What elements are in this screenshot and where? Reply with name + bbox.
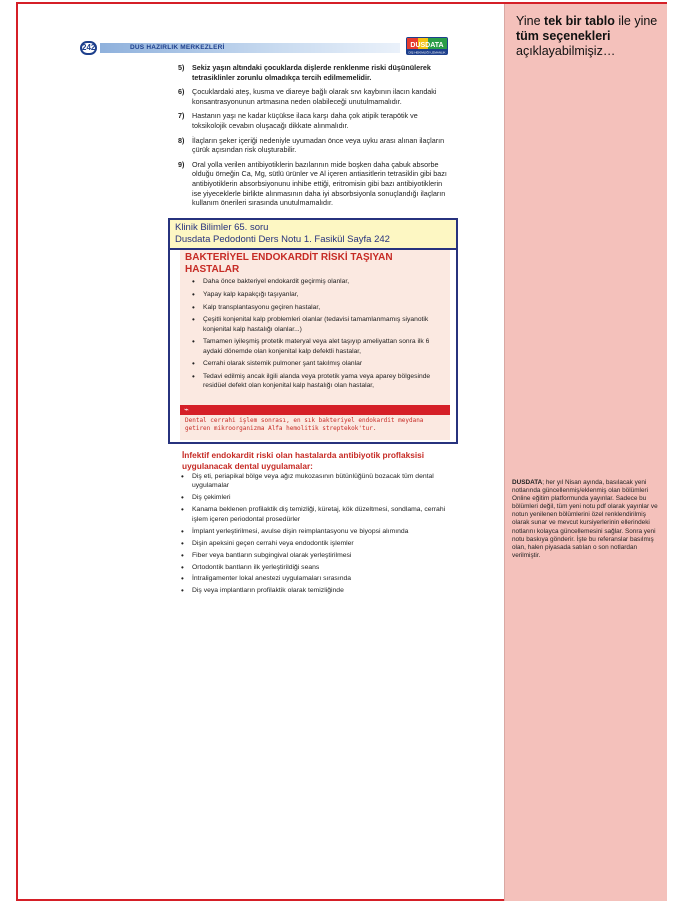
item-number: 9) xyxy=(178,159,185,169)
list-item: • Daha önce bakteriyel endokardit geçirmiş olanlar, xyxy=(192,277,447,286)
list-item: • Fiber veya bantların subgingival olarak yerleştirilmesi xyxy=(181,551,456,560)
endocarditis-box xyxy=(180,250,450,440)
annotation-sidebar xyxy=(504,4,667,901)
reference-callout xyxy=(168,218,458,444)
prophylaxis-list xyxy=(181,472,456,598)
callout-source-ref: Dusdata Pedodonti Ders Notu 1. Fasikül Sayfa 242 xyxy=(175,234,390,245)
list-item: • Yapay kalp kapakçığı taşıyanlar, xyxy=(192,290,447,299)
logo-text: DUSDATA xyxy=(410,42,444,49)
endocarditis-list xyxy=(192,277,447,394)
list-item: • İntraligamenter lokal anestezi uygulamaları sırasında xyxy=(181,574,456,583)
list-item xyxy=(178,111,453,130)
item-number: 7) xyxy=(178,111,185,121)
list-item: • Çeşitli konjenital kalp problemleri olanlar (tedavisi tamamlanmamış siyanotik konjenital kalp hastalığı olanlar...) xyxy=(192,315,447,333)
list-item: • Kanama beklenen profilaktik diş temizliği, küretaj, kök düzeltmesi, sondlama, cerrahi işlem içeren periodontal prosedürler xyxy=(181,505,456,524)
endocarditis-note: Dental cerrahi işlem sonrası, en sık bakteriyel endokardit meydana getiren mikroorganizma Alfa hemolitik streptekok'tur. xyxy=(185,417,424,432)
list-item xyxy=(178,87,453,106)
header-title: DUS HAZIRLIK MERKEZLERİ xyxy=(130,44,225,51)
list-item xyxy=(178,136,453,155)
callout-question-ref: Klinik Bilimler 65. soru xyxy=(175,222,269,233)
page-header xyxy=(80,41,452,55)
note-brand: DUSDATA xyxy=(512,479,543,486)
dusdata-logo-icon xyxy=(406,37,448,55)
list-item xyxy=(178,63,453,82)
list-item: • Diş eti, periapikal bölge veya ağız mukozasının bütünlüğünü bozacak tüm dental uygulamalar xyxy=(181,472,456,491)
item-text: Çocuklardaki ateş, kusma ve diareye bağlı olarak sıvı kaybının ilacın kandaki konsantrasyonunun artmasına neden olabileceği unutulmamalıdır. xyxy=(192,87,437,106)
prophylaxis-title: İnfektif endokardit riski olan hastalarda antibiyotik proflaksisi uygulanacak dental uygulamalar: xyxy=(182,450,425,471)
list-item xyxy=(178,160,453,208)
endocarditis-title: BAKTERİYEL ENDOKARDİT RİSKİ TAŞIYAN HASTALAR xyxy=(185,252,393,275)
warning-icon: ⌁ xyxy=(184,405,189,414)
list-item: • Tedavi edilmiş ancak ilgili alanda veya protetik yama veya aparey bölgesinde residüel defekt olan konjenital kalp hastalığı olan hastalar, xyxy=(192,372,447,390)
list-item: • Diş veya implantların profilaktik olarak temizliğinde xyxy=(181,586,456,595)
item-number: 8) xyxy=(178,135,185,145)
heading-emphasis: tek bir tablo xyxy=(544,14,615,28)
list-item: • Cerrahi olarak sistemik pulmoner şant takılmış olanlar xyxy=(192,359,447,368)
item-text: İlaçların şeker içeriği nedeniyle uyumadan önce veya uyku arası alınan ilaçların çürük açısından risk oluşturabilir. xyxy=(192,135,445,155)
item-number: 5) xyxy=(178,63,185,72)
list-item: • Kalp transplantasyonu geçiren hastalar, xyxy=(192,303,447,312)
numbered-list xyxy=(178,63,453,213)
sidebar-note xyxy=(512,479,662,560)
sidebar-heading xyxy=(516,14,662,59)
callout-header xyxy=(170,220,456,250)
heading-part: açıklayabilmişiz… xyxy=(516,44,616,58)
list-item: • Dişin apeksini geçen cerrahi veya endodontik işlemler xyxy=(181,539,456,548)
heading-emphasis: tüm seçenekleri xyxy=(516,29,611,43)
list-item: • Ortodontik bantların ilk yerleştirildiği seans xyxy=(181,563,456,572)
heading-part: ile yine xyxy=(614,14,658,28)
list-item: • İmplant yerleştirilmesi, avulse dişin reimplantasyonu ve biyopsi alımında xyxy=(181,527,456,536)
logo-subtext: DİŞ HEKİMLİĞİ UZMANLIK xyxy=(408,50,446,55)
note-text: ; her yıl Nisan ayında, basılacak yeni notlarında güncellenmiş/eklenmiş olan bölümleri Online eğitim platformunda yayınlar. Sadece bu bölümleri değil, tüm yeni notu pdf olarak yayınlar ve notun yenilenen bölümlerini özel renklendirilmiş olarak sunar ve mevcut kursiyerlerinin ellerindeki notlarını kolayca güncellemesini sağlar. Sonra yeni notu baskıya gönderir. İşte bu referanslar basılmış olan, halen piyasada satılan o son notlardan verilmiştir. xyxy=(512,479,658,559)
item-number: 6) xyxy=(178,87,185,97)
item-text: Hastanın yaşı ne kadar küçükse ilaca karşı daha çok atipik terapötik ve toksikolojik cevabın oluşacağı dikkate alınmalıdır. xyxy=(192,111,418,130)
note-strip xyxy=(180,405,450,415)
item-text: Sekiz yaşın altındaki çocuklarda dişlerde renklenme riski düşünülerek tetrasiklinler zorunlu olmadıkça tercih edilmemelidir. xyxy=(192,63,431,82)
item-text: Oral yolla verilen antibiyotiklerin bazılarının mide boşken daha çabuk absorbe olduğu örneğin Ca, Mg, sütlü ürünler ve Al içeren antiasitlerin tetrasiklin gibi bazı antibiyotiklerin absorbsiyonunu inhibe ettiği, eritromisin gibi bazı antibiyotiklerin ise yiyeceklerle birlikte alınmasının daha iyi absorbsiyonla sonuçlandığı ilaçların kullanım önerileri sırasında unutulmamalıdır. xyxy=(192,159,447,208)
list-item: • Tamamen iyileşmiş protetik materyal veya alet taşıyıp ameliyattan sonra ilk 6 aydaki dönemde olan konjenital kalp defektli hastalar, xyxy=(192,337,447,355)
heading-part: Yine xyxy=(516,14,545,28)
page-number: 242 xyxy=(80,41,97,55)
list-item: • Diş çekimleri xyxy=(181,493,456,502)
